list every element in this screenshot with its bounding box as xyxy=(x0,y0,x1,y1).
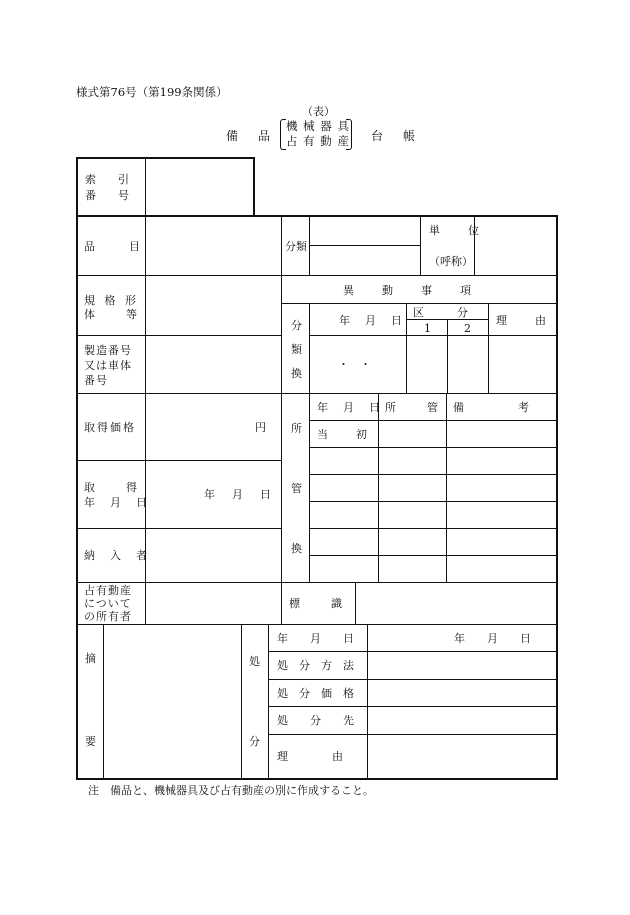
kanri-note-header: 備 考 xyxy=(453,401,531,414)
side-label: （表） xyxy=(302,105,335,118)
title-bracket-right xyxy=(346,119,352,150)
serial-label-2: 又は車体 xyxy=(84,359,132,372)
kanri-office-header: 所 管 xyxy=(385,401,441,414)
index-label-2: 番 号 xyxy=(85,189,129,202)
title-mid-1: 機 械 器 具 xyxy=(286,119,350,133)
category-label: 分類 xyxy=(285,240,307,253)
bunrui-label-2: 類 xyxy=(291,343,302,356)
date-dots: ・ ・ xyxy=(338,358,371,371)
title-right: 台 帳 xyxy=(371,129,420,143)
owner-label-3: の所有者 xyxy=(84,610,132,623)
unit-label: 単 位 xyxy=(429,224,481,237)
bunrui-label-3: 換 xyxy=(291,367,302,380)
kubun-header: 区 分 xyxy=(413,306,468,319)
disposal-label-1: 処 xyxy=(249,655,260,668)
title-left: 備 品 xyxy=(226,129,275,143)
acq-date: 年 月 日 xyxy=(204,488,274,501)
kanri-label-2: 管 xyxy=(291,482,302,495)
disposal-method-label: 処 分 方 法 xyxy=(277,659,354,672)
disposal-label-2: 分 xyxy=(249,735,260,748)
disposal-date-value: 年 月 日 xyxy=(454,632,531,645)
kanri-first-row: 当 初 xyxy=(317,428,369,441)
kanri-label-3: 換 xyxy=(291,542,302,555)
spec-label-1: 規 格 形 xyxy=(84,294,139,307)
disposal-price-label: 処 分 価 格 xyxy=(277,687,354,700)
acq-label-1: 取 得 xyxy=(84,481,140,494)
unit-call-label: （呼称） xyxy=(429,255,473,268)
kubun-col-2: 2 xyxy=(464,322,471,335)
disposal-date-label: 年 月 日 xyxy=(277,632,354,645)
owner-label-2: について xyxy=(84,597,132,610)
bunrui-label-1: 分 xyxy=(291,319,302,332)
serial-label-1: 製造番号 xyxy=(84,344,132,357)
marker-label: 標 識 xyxy=(289,597,345,610)
spec-label-2: 体 等 xyxy=(84,308,140,321)
form-number: 様式第76号（第199条関係） xyxy=(76,85,228,99)
owner-label-1: 占有動産 xyxy=(84,584,132,597)
item-label: 品 目 xyxy=(84,240,144,253)
serial-label-3: 番号 xyxy=(84,374,108,387)
footnote: 注 備品と、機械器具及び占有動産の別に作成すること。 xyxy=(88,784,374,797)
yen-unit: 円 xyxy=(255,421,266,434)
reason-header: 理 由 xyxy=(496,314,548,327)
remarks-label-1: 摘 xyxy=(85,652,96,665)
changes-heading: 異 動 事 項 xyxy=(343,284,473,297)
kanri-date-header: 年 月 日 xyxy=(317,401,382,414)
acq-label-2: 年 月 日 xyxy=(84,496,149,509)
disposal-reason-label: 理 由 xyxy=(277,750,343,763)
disposal-dest-label: 処 分 先 xyxy=(277,714,354,727)
price-label: 取得価格 xyxy=(84,421,136,434)
title-mid-2: 占 有 動 産 xyxy=(286,134,350,148)
kubun-col-1: 1 xyxy=(424,322,431,335)
kanri-label-1: 所 xyxy=(291,422,302,435)
change-date-header: 年 月 日 xyxy=(339,314,404,327)
supplier-label: 納 入 者 xyxy=(84,549,149,562)
remarks-label-2: 要 xyxy=(85,735,96,748)
index-number-field[interactable] xyxy=(146,159,252,215)
index-label-1: 索 引 xyxy=(85,173,129,186)
